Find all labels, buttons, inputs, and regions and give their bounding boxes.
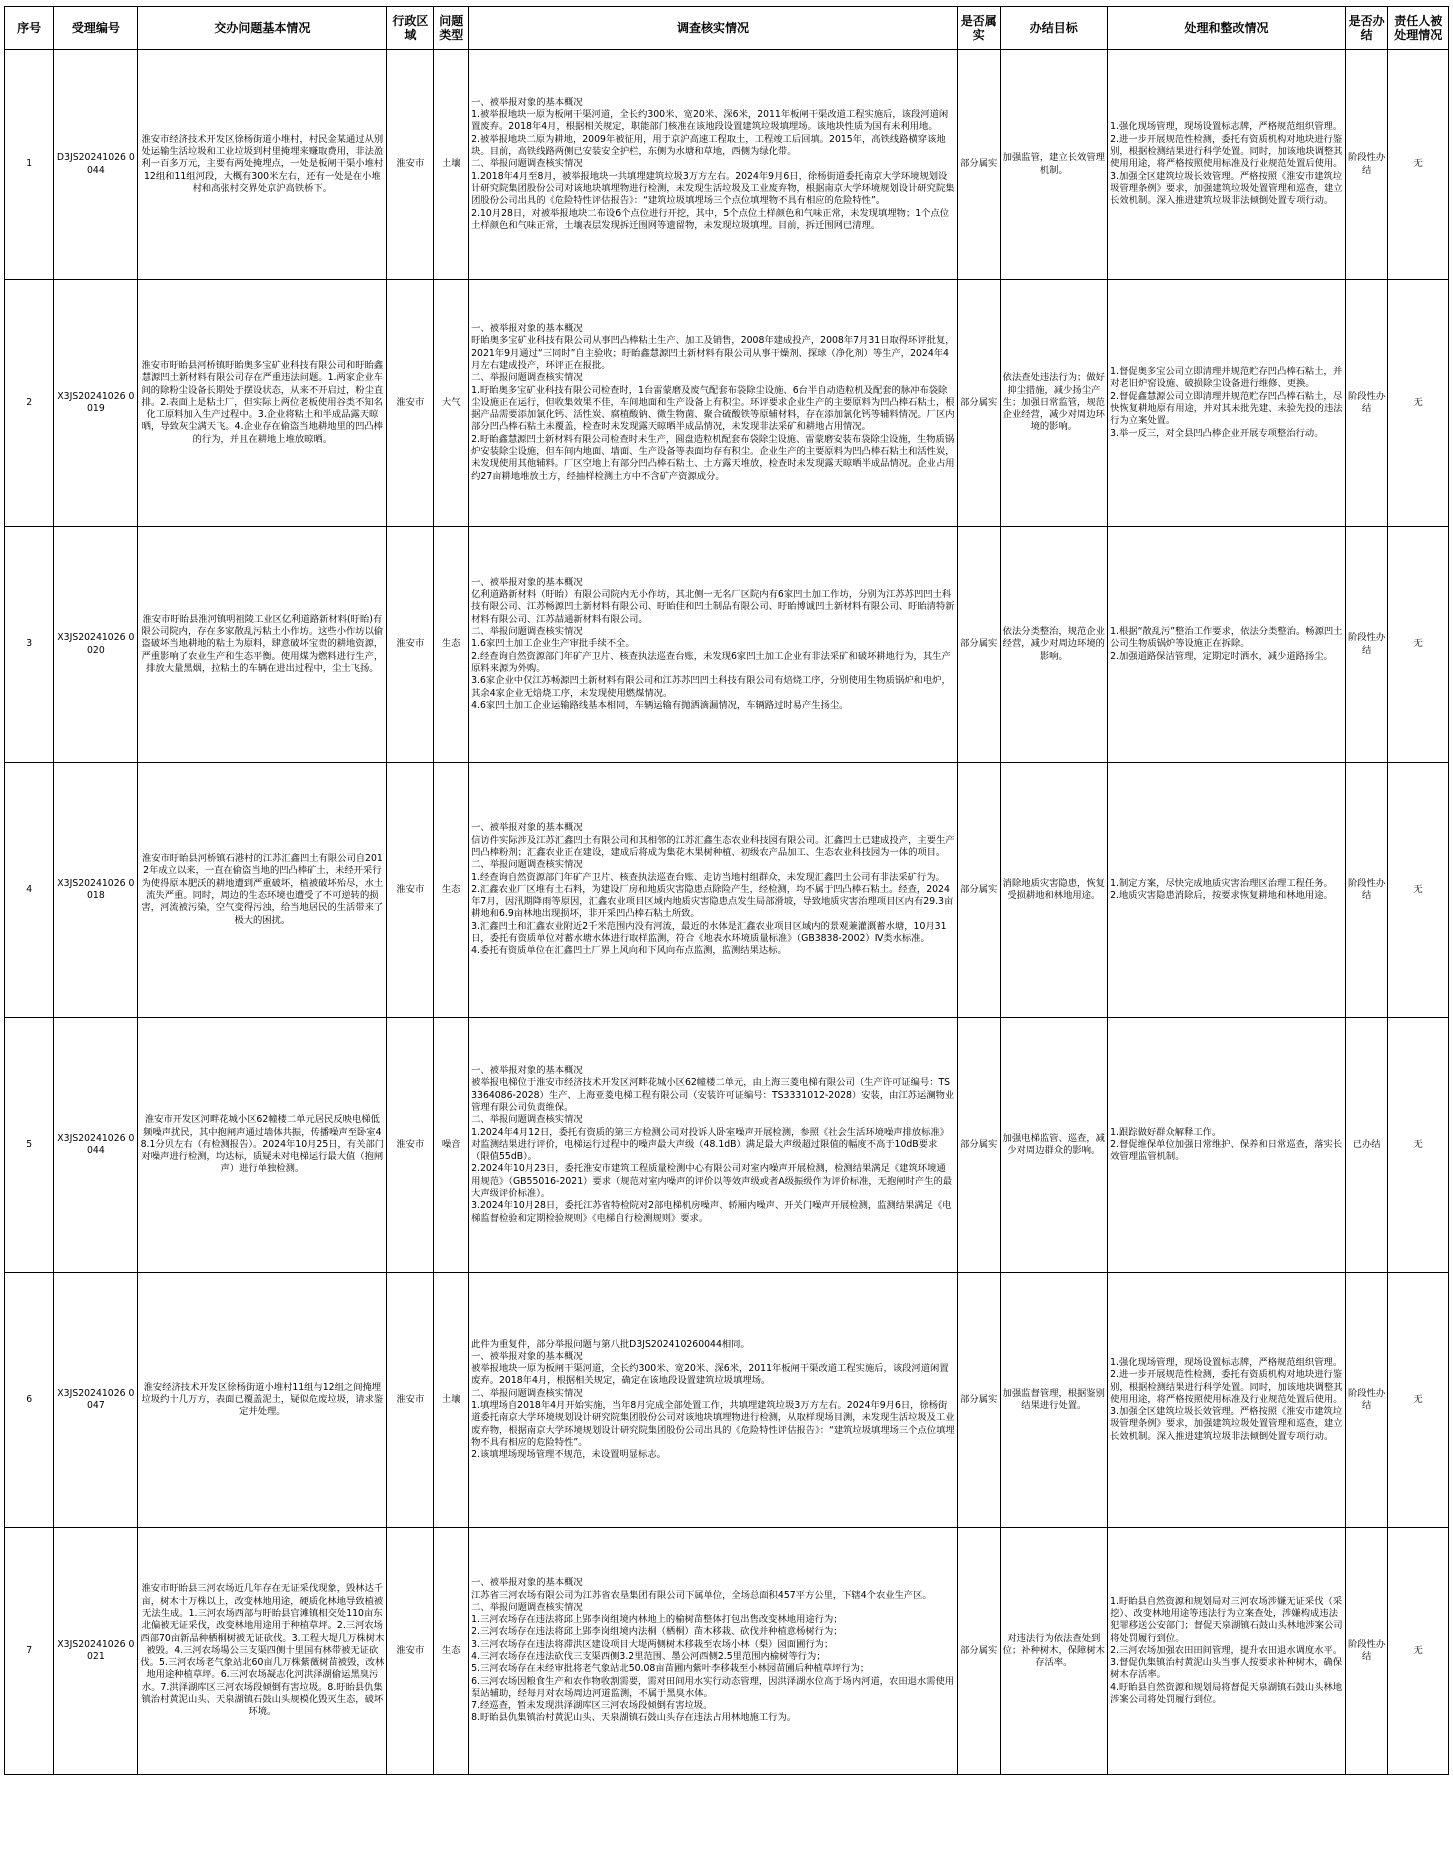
cell-issue: 淮安市盱眙县河桥镇盱眙奥多宝矿业科技有限公司和盱眙鑫慧源凹土新材料有限公司存在严重违法问题。1.两家企业车间的除粉尘设备长期处于摆设状态，从来不开启过，粉尘直排。2.表面上是粘土厂，但实际上两位老板使用谷类不知名化工原料加入生产过程中。3.企业将粘土和半成品露天晾晒，导致灰尘满天飞。4.企业存在偷盗当地耕地里的凹凸棒的行为，并且在耕地上堆放晾晒。 [138, 280, 387, 527]
cell-closed: 已办结 [1345, 1018, 1388, 1273]
cell-no: 5 [5, 1018, 54, 1273]
cell-id: X3JS20241026 0021 [54, 1528, 138, 1775]
cell-goal: 依法分类整治，规范企业经营，减少对周边环境的影响。 [1000, 527, 1108, 763]
cell-closed: 阶段性办结 [1345, 1528, 1388, 1775]
table-row [5, 527, 1449, 763]
cell-region: 淮安市 [387, 1528, 434, 1775]
cell-id: X3JS20241026 0020 [54, 527, 138, 763]
cell-type: 生态 [434, 763, 469, 1018]
cell-investigation: 此件为重复件，部分举报问题与第八批D3JS202410260044相同。 一、被举报对象的基本概况 被举报地块一原为板闸干渠河道，全长约300米、宽20米、深6米，2011年板闸干渠改道工程实施后，该段河道闲置废弃。2018年4月，根据相关规定，确定在该地段设置建筑垃圾填埋场。 二、举报问题调查核实情况 1.填埋场自2018年4月开始实施，当年8月完成全部处置工作，共填埋建筑垃圾3万方左右。2024年9月6日，徐杨街道委托南京大学环境规划设计研究院集团股份公司对该地块填埋物进行检测，从取样现场目测，未发现生活垃圾及工业废弃物，根据南京大学环境规划设计研究院集团股份公司出具的《危险特性评估报告》：“建筑垃圾填埋场三个点位填埋物不具有相应的危险特性”。 2.该填埋场现场管理不规范，未设置明显标志。 [469, 1273, 958, 1528]
cell-id: X3JS20241026 0047 [54, 1273, 138, 1528]
cell-id: X3JS20241026 0019 [54, 280, 138, 527]
cell-type: 生态 [434, 1528, 469, 1775]
cell-issue: 淮安市开发区河畔花城小区62幢楼二单元居民反映电梯低频噪声扰民，其中抱闸声通过墙体共振，传播噪声至卧室48.1分贝左右（有检测报告）。2024年10月25日，有关部门对噪声进行检测，均达标，质疑未对电梯运行最大值（抱闸声）进行单独检测。 [138, 1018, 387, 1273]
cell-true-flag: 部分属实 [957, 1528, 1000, 1775]
table-row [5, 763, 1449, 1018]
header-issue: 交办问题基本情况 [138, 7, 387, 50]
table-row [5, 1018, 1449, 1273]
cell-no: 1 [5, 50, 54, 280]
cell-responsible: 无 [1388, 1528, 1449, 1775]
header-goal: 办结目标 [1000, 7, 1108, 50]
cell-id: X3JS20241026 0018 [54, 763, 138, 1018]
cell-region: 淮安市 [387, 763, 434, 1018]
cell-type: 噪音 [434, 1018, 469, 1273]
cell-true-flag: 部分属实 [957, 763, 1000, 1018]
cell-handling: 1.制定方案，尽快完成地质灾害治理区治理工程任务。 2.地质灾害隐患消除后，按要求恢复耕地和林地用途。 [1108, 763, 1346, 1018]
cell-no: 3 [5, 527, 54, 763]
cell-investigation: 一、被举报对象的基本概况 1.被举报地块一原为板闸干渠河道，全长约300米、宽20米、深6米，2011年板闸干渠改道工程实施后，该段河道闲置废弃。2018年4月，根据相关规定，职能部门核准在该地段设置建筑垃圾填埋场。该地块性质为国有未利用地。 2.被举报地块二原为耕地，2009年被征用，用于京沪高速工程取土，工程竣工后回填。2015年，高铁线路横穿该地块。目前，高铁线路两侧已安装安全护栏，东侧为水塘和草地，西侧为绿化带。 二、举报问题调查核实情况 1.2018年4月至8月，被举报地块一共填埋建筑垃圾3万方左右。2024年9月6日，徐杨街道委托南京大学环境规划设计研究院集团股份公司对该地块填埋物进行检测，未发现生活垃圾及工业废弃物，根据南京大学环境规划设计研究院集团股份公司出具的《危险特性评估报告》：“建筑垃圾填埋场三个点位填埋物不具有相应的危险特性”。 2.10月28日，对被举报地块二布设6个点位进行开挖，其中，5个点位土样颜色和气味正常，未发现填埋物；1个点位土样颜色和气味正常，土壤表层发现拆迁围网等遗留物，未发现垃圾填埋。目前，拆迁围网已清理。 [469, 50, 958, 280]
cell-issue: 淮安市盱眙县三河农场近几年存在无证采伐现象，毁林达千亩，树木十万株以上，改变林地用途，硬质化林地导致植被无法生成。1.三河农场西部与盱眙县官滩镇相交处110亩东北偏被无证采伐，改变林地用途用于种植草坪。2.三河农场西部70亩新品种栖桐树被无证砍伐。3.工程大堤几万株树木被毁。4.三河农场場公三支渠四侧十里国有林带被无证砍伐。5.三河农场老气象站北60亩几万株紫薇树苗被毁，改林地用途种植草坪。6.三河农场凝志化河洪泽湖偷运黑臭污水。7.洪泽湖库区三河农场段倾倒有害垃圾。8.盱眙县仇集镇治村黄泥山头、天泉湖镇石鼓山头规模化毁灭生态，破坏环境。 [138, 1528, 387, 1775]
header-row [5, 7, 1449, 50]
cell-region: 淮安市 [387, 1018, 434, 1273]
table-row [5, 1528, 1449, 1775]
cell-true-flag: 部分属实 [957, 1018, 1000, 1273]
cell-responsible: 无 [1388, 1273, 1449, 1528]
cell-type: 大气 [434, 280, 469, 527]
cell-goal: 加强电梯监管、巡查，减少对周边群众的影响。 [1000, 1018, 1108, 1273]
cell-no: 4 [5, 763, 54, 1018]
cell-handling: 1.督促奥多宝公司立即清理并规范贮存凹凸棒石粘土，并对老旧炉窑设施、破损除尘设备进行维修、更换。 2.督促鑫慧源公司立即清理并规范贮存凹凸棒石粘土，尽快恢复耕地原有用途，并对其未批先建、未验先投的违法行为立案处置。 3.举一反三，对全县凹凸棒企业开展专项整治行动。 [1108, 280, 1346, 527]
cell-type: 土壤 [434, 1273, 469, 1528]
cell-true-flag: 部分属实 [957, 1273, 1000, 1528]
cell-no: 2 [5, 280, 54, 527]
header-closed: 是否办结 [1345, 7, 1388, 50]
header-id: 受理编号 [54, 7, 138, 50]
cell-investigation: 一、被举报对象的基本概况 亿利道路新材料（盱眙）有限公司院内无小作坊，其北侧一无名厂区院内有6家凹土加工作坊，分别为江苏苏凹凹土科技有限公司、江苏畅源凹土新材料有限公司、盱眙佳和凹土制品有限公司、盱眙博诚凹土新材料有限公司、盱眙清特新材料有限公司、江苏喆通新材料有限公司。 二、举报问题调查核实情况 1.6家凹土加工企业生产审批手续不全。 2.经查询自然资源部门年矿产卫片、核查执法巡查台账，未发现6家凹土加工企业有非法采矿和破坏耕地行为，其生产原料来源为外购。 3.6家企业中仅江苏畅源凹土新材料有限公司和江苏苏凹凹土科技有限公司有焙烧工序，分别使用生物质锅炉和电炉，其余4家企业无焙烧工序，未发现使用燃煤情况。 4.6家凹土加工企业运输路线基本相同，车辆运输有抛洒滴漏情况，车辆路过时易产生扬尘。 [469, 527, 958, 763]
cell-handling: 1.根据“散乱污”整治工作要求，依法分类整治。畅源凹土公司生物质锅炉等设施正在拆除。 2.加强道路保洁管理，定期定时洒水，减少道路扬尘。 [1108, 527, 1346, 763]
cell-goal: 加强监管，建立长效管理机制。 [1000, 50, 1108, 280]
cell-closed: 阶段性办结 [1345, 50, 1388, 280]
cell-region: 淮安市 [387, 1273, 434, 1528]
cell-responsible: 无 [1388, 763, 1449, 1018]
cell-no: 6 [5, 1273, 54, 1528]
complaint-table [4, 6, 1449, 1775]
cell-closed: 阶段性办结 [1345, 280, 1388, 527]
cell-investigation: 一、被举报对象的基本概况 信访件实际涉及江苏汇鑫凹土有限公司和其相邻的江苏汇鑫生态农业科技园有限公司。汇鑫凹土已建成投产，主要生产凹凸棒粉剂；汇鑫农业正在建设，建成后将成为集花木果树种植、初级农产品加工、生态农业科技园为一体的项目。 二、举报问题调查核实情况 1.经查询自然资源部门年矿产卫片、核查执法巡查台账、走访当地村组群众，未发现汇鑫凹土公司有非法采矿行为。 2.汇鑫农业厂区堆有土石料，为建设厂房和地质灾害隐患点除险产生，经检测，均不属于凹凸棒石粘土。经查，2024年7月，因汛期降雨等原因，汇鑫农业项目区域内地质灾害隐患点发生局部滑坡，导致地质灾害治理项目区内有29.3亩耕地和6.9亩林地出现损坏，非开采凹凸棒石粘土所致。 3.汇鑫凹土和汇鑫农业附近2千米范围内没有河流，最近的水体是汇鑫农业项目区域内的景观兼灌溉蓄水塘，10月31日，委托有资质单位对蓄水塘水体进行取样监测，符合《地表水环境质量标准》（GB3838-2002）Ⅳ类水标准。 4.委托有资质单位在汇鑫凹土厂界上风向和下风向布点监测，监测结果达标。 [469, 763, 958, 1018]
cell-investigation: 一、被举报对象的基本概况 江苏省三河农场有限公司为江苏省农垦集团有限公司下属单位，全场总面积457平方公里，下辖4个农业生产区。 二、举报问题调查核实情况 1.三河农场存在违法将邱上郢李岗组境内林地上的榆树苗整体打包出售改变林地用途行为； 2.三河农场存在违法将邱上郢李岗组境内法桐（栖桐）苗木移栽、砍伐并种植意杨树行为； 3.三河农场存在违法将滞洪区建设项目大堤两侧树木移栽至农场小林（梨）园面圃行为； 4.三河农场存在违法砍伐三支渠西侧3.2里范围、墨公河西侧2.5里范围内榆树等行为； 5.三河农场存在未经审批将老气象站北50.08亩苗圃内紫叶李移栽至小林园苗圃后种植草坪行为； 6.三河农场因粮食生产和农作物收割需要，需对田间用水实行动态管理，因洪泽湖水位高于场内河道，农田退水需使用泵站辅助，经每月对农场周边河道监测，不属于黑臭水体。 7.经巡查，暂未发现洪泽湖库区三河农场段倾倒有害垃圾。 8.盱眙县仇集镇治村黄泥山头、天泉湖镇石鼓山头存在违法占用林地施工行为。 [469, 1528, 958, 1775]
header-region: 行政区域 [387, 7, 434, 50]
header-investigation: 调查核实情况 [469, 7, 958, 50]
cell-region: 淮安市 [387, 280, 434, 527]
cell-closed: 阶段性办结 [1345, 763, 1388, 1018]
table-row [5, 280, 1449, 527]
table-row [5, 50, 1449, 280]
cell-issue: 淮安市盱眙县河桥镇石港村的江苏汇鑫凹土有限公司自2012年成立以来，一直在偷盗当地的凹凸棒矿土，未经开采行为使得原本肥沃的耕地遭到严重破坏，植被破坏殆尽，水土流失严重。同时，周边的生态环境也遭受了不可逆转的损害，河流被污染，空气变得污浊，给当地居民的生活带来了极大的困扰。 [138, 763, 387, 1018]
header-handling: 处理和整改情况 [1108, 7, 1346, 50]
cell-investigation: 一、被举报对象的基本概况 盱眙奥多宝矿业科技有限公司从事凹凸棒粘土生产、加工及销售，2008年建成投产，2008年7月31日取得环评批复，2021年9月通过“三同时”自主验收；盱眙鑫慧源凹土新材料有限公司从事干燥剂、探球（净化剂）等生产，2024年4月左右建成投产，环评正在报批。 二、举报问题调查核实情况 1.盱眙奥多宝矿业科技有限公司检查时，1台雷蒙磨及废气配套布袋除尘设施、6台半自动造粒机及配套的脉冲布袋除尘设施正在运行，但收集效果不佳，车间地面和生产设备上有积尘。环评要求企业生产的主要原料为凹凸棒石粘土，根据产品需要添加氯化钙、活性炭、腐植酸钠、微生物菌、聚合硫酸铁等原辅材料，存在添加氯化钙等辅料情况。厂区内部分凹凸棒石粘土未覆盖，检查时未发现露天晾晒半成品情况，未发现非法采矿和耕地占用情况。 2.盱眙鑫慧源凹土新材料有限公司检查时未生产，圆盘造粒机配套布袋除尘设施、雷蒙磨安装布袋除尘设施，生物质锅炉安装除尘设施，但车间内地面、墙面、生产设备等表面均存有积尘。企业生产的主要原料为凹凸棒石粘土和活性炭，未发现使用其他辅料。厂区空地上有部分凹凸棒石粘土、土方露天堆放，检查时未发现露天晾晒半成品情况。企业占用约27亩耕地堆放土方，经抽样检测土方中不含矿产资源成分。 [469, 280, 958, 527]
cell-region: 淮安市 [387, 527, 434, 763]
cell-goal: 消除地质灾害隐患，恢复受损耕地和林地用途。 [1000, 763, 1108, 1018]
cell-type: 土壤 [434, 50, 469, 280]
cell-goal: 对违法行为依法查处到位；补种树木，保障树木存活率。 [1000, 1528, 1108, 1775]
cell-handling: 1.强化现场管理，现场设置标志牌，严格规范组织管理。 2.进一步开展规范性检测，委托有资质机构对地块进行鉴别，根据检测结果进行科学处置。同时，加该地块调整其使用用途，将严格按照使用标准及行业规范处置后使用。 3.加强全区建筑垃圾长效管理。严格按照《淮安市建筑垃圾管理条例》要求，加强建筑垃圾处置管理和巡查，建立长效机制。深入推进建筑垃圾非法倾倒处置专项行动。 [1108, 50, 1346, 280]
header-true-flag: 是否属实 [957, 7, 1000, 50]
cell-id: D3JS20241026 0044 [54, 50, 138, 280]
cell-closed: 阶段性办结 [1345, 1273, 1388, 1528]
cell-issue: 淮安经济技术开发区徐杨街道小堆村11组与12组之间掩埋垃圾约十几万方，表面已覆盖泥土，疑似危废垃圾，请求鉴定并处理。 [138, 1273, 387, 1528]
cell-true-flag: 部分属实 [957, 527, 1000, 763]
cell-responsible: 无 [1388, 50, 1449, 280]
cell-goal: 依法查处违法行为；做好抑尘措施，减少扬尘产生；加强日常监管，规范企业经营，减少对周边环境的影响。 [1000, 280, 1108, 527]
header-no: 序号 [5, 7, 54, 50]
header-type: 问题类型 [434, 7, 469, 50]
cell-true-flag: 部分属实 [957, 50, 1000, 280]
cell-issue: 淮安市盱眙县淮河镇明祖陵工业区亿利道路新材料(盱眙)有限公司院内，存在多家散乱污粘土小作坊。这些小作坊以偷盗破坏当地耕地的粘土为原料，肆意破坏宝贵的耕地资源，严重影响了农业生产和生态平衡。使用煤为燃料进行生产，排放大量黑烟，拉粘土的车辆在进出过程中，尘土飞扬。 [138, 527, 387, 763]
cell-handling: 1.强化现场管理，现场设置标志牌，严格规范组织管理。 2.进一步开展规范性检测，委托有资质机构对地块进行鉴别，根据检测结果进行科学处置。同时，加该地块调整其使用用途，将严格按照使用标准及行业规范处置后使用。 3.加强全区建筑垃圾长效管理。严格按照《淮安市建筑垃圾管理条例》要求，加强建筑垃圾处置管理和巡查，建立长效机制。深入推进建筑垃圾非法倾倒处置专项行动。 [1108, 1273, 1346, 1528]
cell-handling: 1.盱眙县自然资源和规划局对三河农场涉嫌无证采伐（采挖）、改变林地用途等违法行为立案查处，涉嫌构成违法犯罪移送公安部门；督促天泉湖镇石鼓山头林地涉案公司将处罚履行到位。 2.三河农场加强农田田间管理，提升农田退水调度水平。 3.督促仇集镇治村黄泥山头当事人按要求补种树木，确保树木存活率。 4.盱眙县自然资源和规划局将督促天泉湖镇石鼓山头林地涉案公司将处罚履行到位。 [1108, 1528, 1346, 1775]
cell-responsible: 无 [1388, 1018, 1449, 1273]
cell-type: 生态 [434, 527, 469, 763]
cell-goal: 加强监督管理，根据鉴别结果进行处置。 [1000, 1273, 1108, 1528]
cell-handling: 1.跟踪做好群众解释工作。 2.督促维保单位加强日常维护、保养和日常巡查，落实长效管理监管机制。 [1108, 1018, 1346, 1273]
cell-investigation: 一、被举报对象的基本概况 被举报电梯位于淮安市经济技术开发区河畔花城小区62幢楼二单元，由上海三菱电梯有限公司（生产许可证编号：TS3364086-2028）生产、上海亚菱电梯工程有限公司（安装许可证编号：TS3331012-2028）安装，由江苏运澜物业管理有限公司负责维保。 二、举报问题调查核实情况 1.2024年4月12日，委托有资质的第三方检测公司对投诉人卧室噪声开展检测，参照《社会生活环境噪声排放标准》对监测结果进行评价，电梯运行过程中的噪声最大声级（48.1dB）满足最大声级超过限值的幅度不高于10dB要求（限值55dB）。 2.2024年10月23日，委托淮安市建筑工程质量检测中心有限公司对室内噪声开展检测，检测结果满足《建筑环境通用规范》（GB55016-2021）要求（规范对室内噪声的评价以等效声级或者A级振级作为评价标准，无抱闸时产生的最大声级评价标准）。 3.2024年10月28日，委托江苏省特检院对2部电梯机房噪声、轿厢内噪声、开关门噪声开展检测，监测结果满足《电梯监督检验和定期检验规则》《电梯自行检测规则》要求。 [469, 1018, 958, 1273]
cell-responsible: 无 [1388, 280, 1449, 527]
cell-true-flag: 部分属实 [957, 280, 1000, 527]
cell-no: 7 [5, 1528, 54, 1775]
cell-responsible: 无 [1388, 527, 1449, 763]
cell-issue: 淮安市经济技术开发区徐杨街道小堆村，村民金某通过从别处运输生活垃圾和工业垃圾到村里掩埋来赚取费用，非法盈利一百多万元，主要有两处掩埋点，一处是板闸干渠小堆村12组和11组河段，大概有300米左右，还有一处是在小堆村和高张村交界处京沪高铁桥下。 [138, 50, 387, 280]
cell-region: 淮安市 [387, 50, 434, 280]
cell-id: X3JS20241026 0044 [54, 1018, 138, 1273]
cell-closed: 阶段性办结 [1345, 527, 1388, 763]
table-row [5, 1273, 1449, 1528]
header-responsible: 责任人被处理情况 [1388, 7, 1449, 50]
